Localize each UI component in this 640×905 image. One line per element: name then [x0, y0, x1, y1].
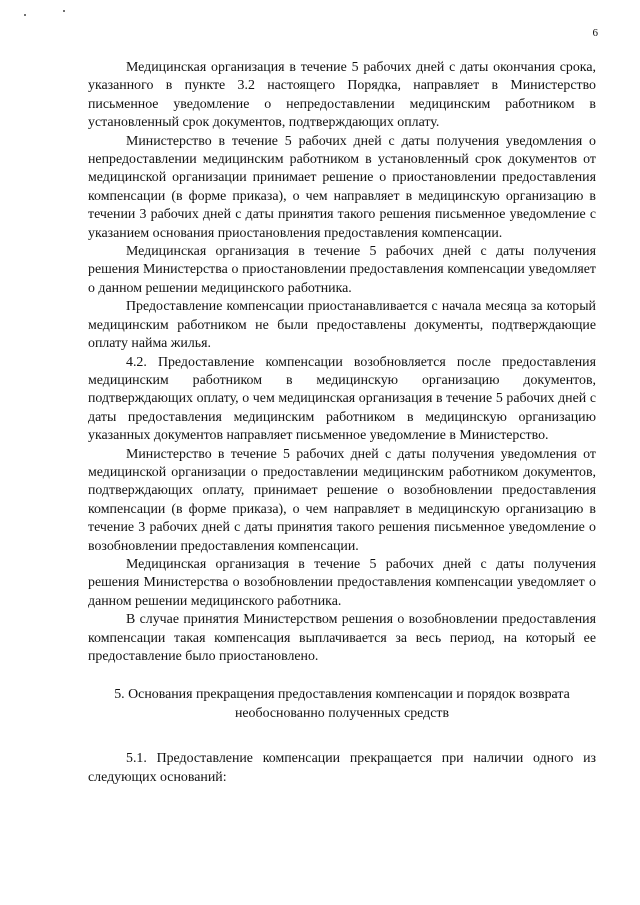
scan-speck [63, 10, 65, 12]
page-number: 6 [592, 27, 598, 39]
paragraph: Медицинская организация в течение 5 рабочих дней с даты получения решения Министерства о приостановлении предоставления компенсации уведомляет о данном решении медицинского работника. [88, 244, 596, 296]
paragraph: 5.1. Предоставление компенсации прекращается при наличии одного из следующих оснований: [88, 751, 596, 785]
paragraph: 4.2. Предоставление компенсации возобновляется после предоставления медицинским работником в медицинскую организацию документов, подтверждающих оплату, о чем медицинская организация в течение 5 рабочих дней с даты предоставления медицинским работником в медицинскую организацию указанных документов направляет письменное уведомление в Министерство. [88, 354, 596, 444]
paragraph: Медицинская организация в течение 5 рабочих дней с даты окончания срока, указанного в пункте 3.2 настоящего Порядка, направляет в Министерство письменное уведомление о непредоставлении медицинским работником в установленный срок документов, подтверждающих оплату. [88, 60, 596, 131]
paragraph: В случае принятия Министерством решения о возобновлении предоставления компенсации такая компенсация выплачивается за весь период, на который ее предоставление было приостановлено. [88, 612, 596, 664]
paragraph: Предоставление компенсации приостанавливается с начала месяца за который медицинским работником не были предоставлены документы, подтверждающие оплату найма жилья. [88, 299, 596, 352]
paragraph: Медицинская организация в течение 5 рабочих дней с даты получения решения Министерства о возобновлении предоставления компенсации уведомляет о данном решении медицинского работника. [88, 556, 596, 609]
section-heading: 5. Основания прекращения предоставления компенсации и порядок возврата необоснованно полученных средств [114, 687, 570, 721]
scan-speck [24, 14, 26, 16]
paragraph: Министерство в течение 5 рабочих дней с даты получения уведомления от медицинской организации о предоставлении медицинским работником документов, подтверждающих оплату, принимает решение о возобновлении предоставления компенсации (в форме приказа), о чем направляет в медицинскую организацию в течение 3 рабочих дней с даты принятия такого решения письменное уведомление о возобновлении предоставления компенсации. [88, 446, 596, 554]
document-body [88, 59, 596, 787]
paragraph: Министерство в течение 5 рабочих дней с даты получения уведомления о непредоставлении медицинским работником в установленный срок документов от медицинской организации принимает решение о приостановлении предоставления компенсации (в форме приказа), о чем направляет в медицинскую организацию в течении 3 рабочих дней с даты принятия такого решения письменное уведомление с указанием основания приостановления предоставления компенсации. [88, 133, 596, 241]
